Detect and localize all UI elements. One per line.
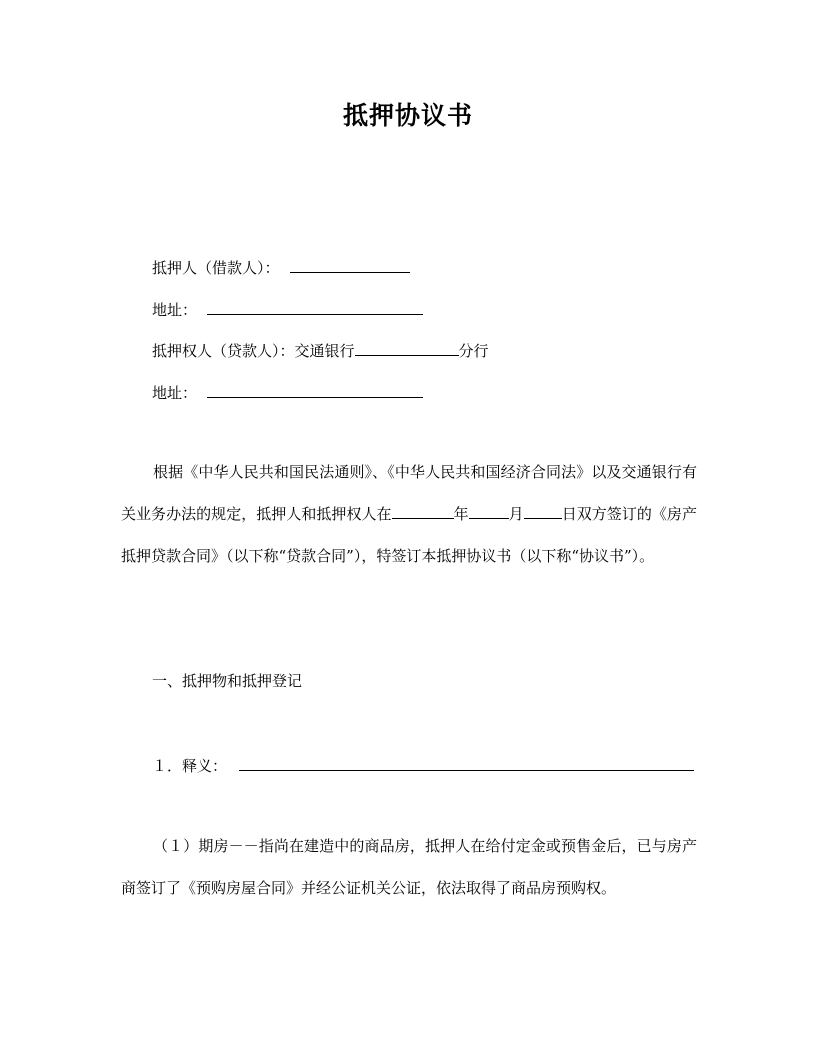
mortgagor-label: 抵押人（借款人）： [152, 259, 280, 277]
address1-line [152, 299, 423, 320]
item1-1-paragraph: （１）期房－－指尚在建造中的商品房，抵押人在给付定金或预售金后，已与房产商签订了《预购房屋合同》并经公证机关公证，依法取得了商品房预购权。 [121, 837, 697, 897]
address2-blank[interactable] [207, 382, 423, 398]
month-blank[interactable] [469, 503, 509, 519]
mortgagee-label: 抵押权人（贷款人）：交通银行 [152, 342, 355, 360]
mortgagor-line [152, 257, 410, 278]
mortgagor-blank[interactable] [290, 257, 410, 273]
address2-line [152, 382, 423, 403]
section-heading-1: 一、抵押物和抵押登记 [152, 672, 303, 690]
item1-line [152, 755, 694, 776]
document-title: 抵押协议书 [342, 101, 473, 130]
mortgagee-branch-blank[interactable] [355, 340, 459, 356]
mortgagee-suffix: 分行 [458, 342, 489, 360]
intro-part1: 根据《中华人民共和国民法通则》、《中华人民共和国经济合同法》以及交通银行有关业务办法的规定，抵押人和抵押权人在 [121, 463, 697, 523]
intro-rest: 日双方签订的《房产抵押贷款合同》（以下称“贷款合同”），特签订本抵押协议书（以下称“协议书”）。 [121, 505, 697, 565]
mortgagee-line [152, 340, 489, 361]
day-blank[interactable] [524, 503, 562, 519]
month-label: 月 [508, 505, 524, 523]
intro-paragraph [121, 451, 697, 577]
address1-label: 地址： [152, 301, 198, 319]
item1-label: １．释义： [152, 757, 228, 775]
year-label: 年 [453, 505, 469, 523]
definition-blank[interactable] [239, 755, 694, 771]
address2-label: 地址： [152, 384, 198, 402]
year-blank[interactable] [392, 503, 454, 519]
address1-blank[interactable] [207, 299, 423, 315]
